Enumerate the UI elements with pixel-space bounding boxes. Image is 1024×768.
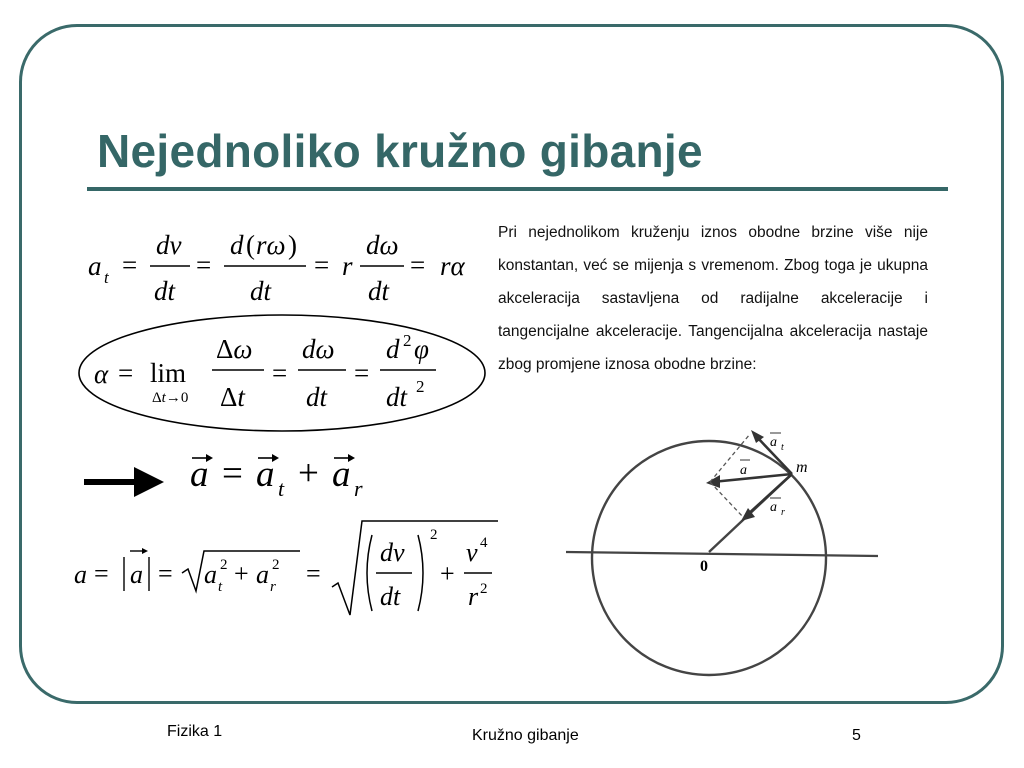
svg-text:a: a [130,560,143,589]
svg-text:=: = [122,250,138,280]
svg-text:dω: dω [366,230,399,260]
svg-text:): ) [288,230,297,260]
svg-text:v: v [466,538,478,567]
svg-text:=: = [158,559,173,588]
slide-title: Nejednoliko kružno gibanje [97,125,703,177]
svg-text:r: r [342,251,353,281]
svg-text:=: = [306,559,321,588]
svg-text:a: a [256,454,275,495]
svg-text:=: = [118,358,134,388]
svg-text:lim: lim [150,358,187,388]
svg-text:Δt→0: Δt→0 [152,390,189,406]
svg-text:2: 2 [480,581,488,597]
svg-text:d: d [386,334,400,364]
svg-text:+: + [234,559,249,588]
svg-text:+: + [298,453,319,494]
svg-text:=: = [410,250,426,280]
svg-text:t: t [278,476,285,501]
svg-text:dt: dt [306,382,328,412]
svg-text:(: ( [246,230,255,260]
svg-text:α: α [94,359,109,389]
svg-text:Δt: Δt [220,382,245,412]
point-m-label: m [796,459,808,476]
svg-text:=: = [222,453,243,494]
svg-text:4: 4 [480,535,488,551]
svg-text:dt: dt [368,276,390,306]
vector-at-subscript: t [781,442,784,453]
equation-tangential-acceleration [84,222,489,312]
equation-acceleration-magnitude [70,515,502,625]
svg-text:=: = [94,559,109,588]
svg-text:=: = [314,250,330,280]
svg-text:=: = [196,250,212,280]
svg-text:Δω: Δω [216,334,253,364]
svg-text:t: t [218,579,223,595]
svg-text:dt: dt [380,582,401,611]
vector-ar-subscript: r [781,507,785,518]
svg-text:=: = [354,358,370,388]
svg-text:2: 2 [403,331,412,350]
svg-text:+: + [440,559,455,588]
svg-text:a: a [204,560,217,589]
svg-text:d: d [230,230,244,260]
svg-text:a: a [74,560,87,589]
equation-angular-acceleration [74,312,494,434]
svg-text:rα: rα [440,251,465,281]
svg-text:dt: dt [154,276,176,306]
origin-label: 0 [700,558,708,575]
svg-text:a: a [88,251,102,281]
svg-text:rω: rω [256,230,286,260]
footer-center: Kružno gibanje [472,727,579,744]
svg-text:2: 2 [416,377,425,396]
title-underline [87,187,948,191]
svg-text:a: a [256,560,269,589]
svg-text:dv: dv [380,538,405,567]
svg-text:2: 2 [220,557,228,573]
footer-left: Fizika 1 [167,723,223,740]
svg-text:a: a [332,454,351,495]
right-arrow-icon [84,464,166,500]
vector-a-label: a [740,463,747,478]
svg-text:dt: dt [386,382,408,412]
svg-text:r: r [354,476,363,501]
svg-text:2: 2 [430,527,438,543]
svg-text:φ: φ [414,334,429,364]
svg-text:a: a [190,454,209,495]
vector-ar-label: a [770,500,777,515]
svg-text:dv: dv [156,230,182,260]
svg-text:=: = [272,358,288,388]
svg-text:dt: dt [250,276,272,306]
svg-text:r: r [468,582,479,611]
svg-text:r: r [270,579,276,595]
vector-at-label: a [770,435,777,450]
description-paragraph: Pri nejednolikom kruženju iznos obodne brzine više nije konstantan, već se mijenja s vremenom. Zbog toga je ukupna akceleracija sastavljena od radijalne akceleracije i tangencijalne akceleracije. Tangencijalna akceleracija nastaje zbog promjene iznosa obodne brzine: [498,224,928,373]
svg-text:2: 2 [272,557,280,573]
svg-text:t: t [104,268,109,287]
circular-motion-diagram [560,420,890,690]
equation-vector-sum [186,448,386,508]
page-number: 5 [852,727,861,744]
svg-text:dω: dω [302,334,335,364]
